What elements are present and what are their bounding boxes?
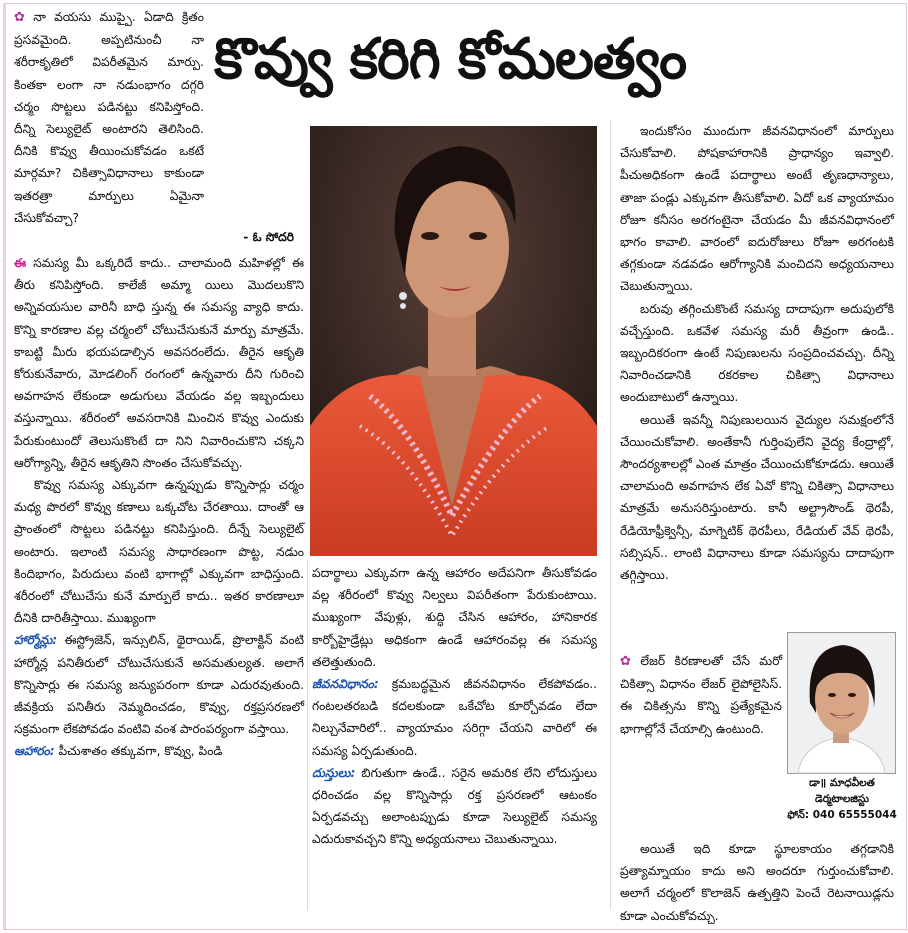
column-2 [312,562,597,912]
doctor-title: డెర్మటాలజిస్టు [815,793,869,805]
model-illustration [310,126,597,556]
column3-paragraph-4: లేజర్ కిరణాలతో చేసే మరో చికిత్సా విధానం లేజర్ లైపోలైసిస్. ఈ చికిత్సను కొన్ని ప్రత్యేకమైన భాగాల్లోనే చేయాల్సి ఉంటుంది. [620,654,782,736]
clothes-text: బిగుతుగా ఉండే.. సరైన అమరిక లేని లోదుస్తులు ధరించడం వల్ల కొన్నిసార్లు రక్త ప్రసరణలో ఆటంకం ఏర్పడవచ్చు అలాంటప్పుడు కూడా సెల్యులైట్ సమస్య ఎదురుకావచ్చని కొన్ని అధ్యయనాలు చెబుతున్నాయి. [312,765,598,847]
clothes-subhead: దుస్తులు: [312,765,356,780]
column-3-lower [620,650,782,830]
question-text: నా వయసు ముప్పై. ఏడాది క్రితం ప్రసవమైంది. అప్పటినుంచీ నా శరీరాకృతిలో విపరీతమైన మార్పు. కింతకా లంగా నా నడుంభాగం దగ్గరి చర్మం సొట్టలు పడినట్టు కనిపిస్తోంది. దీన్ని సెల్యులైట్ అంటారని తెలిసింది. దీనికి కొవ్వు తీయించుకోవడం ఒకటే మార్గమా? చికిత్సావిధానాలు కాకుండా ఇతరత్రా మార్పులు ఏమైనా చేసుకోవచ్చా? [14,10,204,225]
answer-lead-letter: ఈ [14,256,27,270]
model-photo [310,126,597,556]
headline: కొవ్వు కరిగి కోమలత్వం [214,27,687,92]
flower-ornament-icon: ✿ [14,10,30,25]
column3-paragraph-3: అయితే ఇవన్నీ నిపుణులయిన వైద్యుల సమక్షంలోనే చేయించుకోవాలి. అంతేకానీ గుర్తింపులేని వైద్య కేంద్రాల్లో, సౌందర్యశాలల్లో ఎంత మాత్రం చేయించుకోకూడదు. ఆయితే చాలామంది అవగాహన లేక ఏవో కొన్ని చికిత్సా విధానాలు మాత్రమే అనుసరిస్తుంటారు. కానీ అల్ట్రాసౌండ్ థెరపీ, రేడియోఫ్రీక్వెన్సీ, మాగ్నెటిక్ థెరపీలు, రేడియల్ వేవ్ థెరపీ, సబ్సిషన్.. లాంటి విధానాలు కూడా సమస్యను దాదాపుగా తగ్గిస్తాయి. [620,412,894,583]
diet-text: పీచుశాతం తక్కువగా, కొవ్వు, పిండి [58,744,223,759]
hormones-subhead: హార్మోన్లు: [14,633,58,648]
doctor-caption [787,775,897,823]
diet-subhead: ఆహారం: [14,744,55,759]
column1-paragraph-2: కొవ్వు సమస్య ఎక్కువగా ఉన్నప్పుడు కొన్నిసార్లు చర్మం మధ్య పొరలో కొవ్వు కణాలు ఒక్కచోట చేరతాయి. దాంతో ఆ ప్రాంతంలో సొట్టలు పడినట్టు కనిపిస్తుంది. దీన్నే సెల్యులైట్ అంటారు. ఇలాంటి సమస్య సాధారణంగా పొట్ట, నడుం కిందిభాగం, పిరుదులు వంటి భాగాల్లో ఎక్కువగా బాధిస్తుంది. శరీరంలో చోటుచేసు కునే మార్పులే కాదు.. ఇతర కారణాలూ దీనికి దారితీస్తాయి. ముఖ్యంగా [14,478,304,626]
flower-ornament-icon-2: ✿ [620,654,637,669]
column-1 [14,252,304,902]
question-signature-box [14,226,304,250]
hormones-text: ఈస్ట్రోజెన్, ఇన్సులిన్, థైరాయిడ్, ప్రొలాక్టిన్ వంటి హార్మోన్ల పనితీరులో చోటుచేసుకునే అసమతుల్యత. అలాగే కొన్నిసార్లు ఈ సమస్య జన్యుపరంగా కూడా ఎదురవుతుంది. జీవక్రియ పనితీరు నెమ్మదించడం, కొవ్వు, రక్తప్రసరణలో సక్రమంగా లేకపోవడం వంటివి వంశ పారంపర్యంగా వస్తాయి. [14,633,304,737]
column-divider-1 [307,560,308,910]
reader-question [14,6,204,225]
column3-paragraph-2: బరువు తగ్గించుకొంటే సమస్య దాదాపుగా అదుపులోకి వచ్చేస్తుంది. ఒకవేళ సమస్య మరీ తీవ్రంగా ఉండి.. ఇబ్బందికరంగా ఉంటే నిపుణులను సంప్రదించవచ్చు. దీన్ని నివారించడానికి రకరకాల చికిత్సా విధానాలు అందుబాటులో ఉన్నాయి. [620,301,894,405]
column1-paragraph-1: సమస్య మీ ఒక్కరిదే కాదు.. చాలామంది మహిళల్లో ఈ తీరు కనిపిస్తోంది. కాలేజీ అమ్మా యిలు మొదలుకొని అన్నివయసుల వారినీ బాధి స్తున్న ఈ సమస్య వ్యాధి కాదు. కొన్ని కారణాల వల్ల చర్మంలో చోటుచేసుకునే మార్పు మాత్రమే. కాబట్టి మీరు భయపడాల్సిన అవసరంలేదు. తీరైన ఆకృతి కోరుకునేవారు, మోడలింగ్ రంగంలో ఉన్నవారు దీని గురించి అవగాహన లేకుండా అడుగులు వేయడం వల్ల ఇబ్బందులు వస్తున్నాయి. శరీరంలో అవసరానికి మించిన కొవ్వు ఎందుకు పేరుకుంటుందో తెలుసుకొంటే దా నిని నివారించుకొని చక్కని ఆరోగ్యాన్ని, తీరైన ఆకృతిని సొంతం చేసుకోవచ్చు. [14,256,304,470]
lifestyle-subhead: జీవనవిధానం: [312,677,379,692]
column3-paragraph-5: అయితే ఇది కూడా స్థూలకాయం తగ్గడానికి ప్రత్యామ్నాయం కాదు అని అందరూ గుర్తుంచుకోవాలి. అలాగే చర్మంలో కొలాజెన్ ఉత్పత్తిని పెంచే రెటనాయిడ్లను కూడా ఎంచుకోవచ్చు. [620,842,894,923]
doctor-photo [787,632,896,774]
column2-paragraph-1: పదార్థాలు ఎక్కువగా ఉన్న ఆహారం అదేపనిగా తీసుకోవడం వల్ల శరీరంలో కొవ్వు నిల్వలు విపరీతంగా పేరుకుంటాయి. ముఖ్యంగా వేపుళ్లు, శుద్ధి చేసిన ఆహారం, హానికారక కార్బోహైడ్రేట్లు అధికంగా ఉండే ఆహారంవల్ల ఈ సమస్య తలెత్తుతుంది. [312,566,597,669]
column-divider-2 [610,120,611,910]
column3-paragraph-1: ఇందుకోసం ముందుగా జీవనవిధానంలో మార్పులు చేసుకోవాలి. పోషకాహారానికి ప్రాధాన్యం ఇవ్వాలి. పీచుఅధికంగా ఉండే పదార్థాలు అంటే తృణధాన్యాలు, తాజా పండ్లు ఎక్కువగా తీసుకోవాలి. ఏదో ఒక వ్యాయామం రోజూ కనీసం అరగంటైనా చేయడం మీ జీవనవిధానంలో భాగం కావాలి. వారంలో ఐదురోజులు రోజూ అరగంటకి తగ్గకుండా నడవడం ఆరోగ్యానికి మంచిదని అధ్యయనాలు చెబుతున్నాయి. [620,124,894,294]
doctor-portrait [788,633,895,773]
doctor-phone: ఫోన్: 040 65555044 [787,809,897,821]
column-3-bottom [620,838,894,923]
lifestyle-text: క్రమబద్ధమైన జీవనవిధానం లేకపోవడం.. గంటలతరబడి కదలకుండా ఒకేచోట కూర్చోవడం లేదా నిల్చునేవారిలో.. వ్యాయామం సరిగ్గా చేయని వారిలో ఈ సమస్య ఏర్పడుతుంది. [312,677,597,758]
doctor-name: డా॥ మాధవీలత [809,777,875,789]
question-signature: - ఓ సోదరి [243,230,294,244]
column-3 [620,120,894,630]
